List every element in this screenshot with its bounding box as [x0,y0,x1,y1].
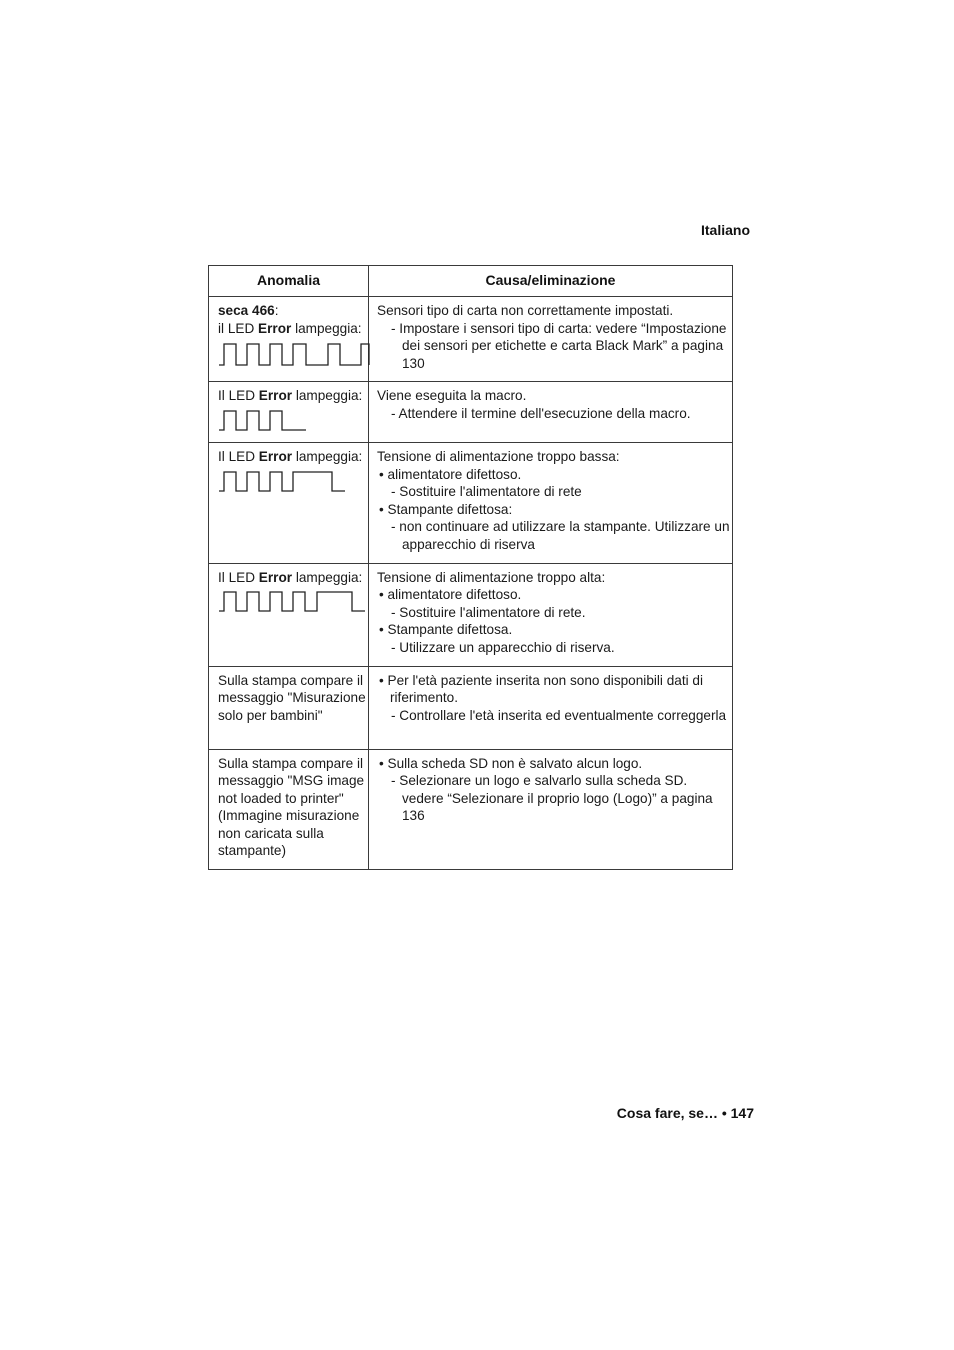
led-suffix: lampeggia: [292,448,363,464]
language-label: Italiano [700,222,750,238]
cause-cell [369,749,733,870]
cause-cell [369,563,733,666]
model-name: seca 466 [218,303,275,318]
column-header-anomaly: Anomalia [209,266,369,297]
anomaly-cell [209,382,369,443]
cause-bullet: • alimentatore difettoso. [379,587,522,603]
led-name: Error [258,388,293,404]
table-row [209,749,733,870]
cause-cell [369,297,733,382]
page-footer: Cosa fare, se… • 147 [616,1105,754,1121]
table-header-row [209,266,733,297]
cause-cell [369,442,733,563]
cause-text: Sensori tipo di carta non correttamente impostati. [377,303,674,318]
troubleshooting-table [208,265,733,870]
anomaly-cell [209,563,369,666]
led-prefix: Il LED [218,569,259,585]
cause-step: - Selezionare un logo e salvarlo sulla scheda SD. vedere “Selezionare il proprio logo (Logo)” a pagina 136 [391,773,713,824]
led-name: Error [258,448,293,464]
anomaly-cell [209,442,369,563]
model-colon: : [274,303,279,318]
cause-bullet: • Stampante difettosa. [379,622,513,638]
led-prefix: Il LED [218,388,259,404]
anomaly-message: Sulla stampa compare il messaggio "MSG image not loaded to printer" (Immagine misurazione non caricata sulla stampante) [218,755,365,859]
cause-bullet: • Sulla scheda SD non è salvato alcun logo. [379,755,643,771]
cause-step: - Sostituire l'alimentatore di rete [391,484,582,500]
cause-step: - Utilizzare un apparecchio di riserva. [391,639,615,655]
led-blink-pattern-icon [218,409,308,433]
led-suffix: lampeggia: [292,388,363,404]
cause-step: - Attendere il termine dell'esecuzione della macro. [391,405,691,421]
table-row [209,666,733,749]
cause-step: - Impostare i sensori tipo di carta: vedere “Impostazione dei sensori per etichette e carta Black Mark” a pagina 130 [391,320,727,371]
table-row [209,382,733,443]
led-name: Error [258,320,292,336]
led-suffix: lampeggia: [291,320,362,336]
led-name: Error [258,569,293,585]
cause-step: - non continuare ad utilizzare la stampante. Utilizzare un apparecchio di riserva [391,519,730,552]
cause-bullet: • Per l'età paziente inserita non sono disponibili dati di riferimento. [379,672,703,706]
cause-text: Tensione di alimentazione troppo alta: [377,569,606,585]
column-header-cause: Causa/eliminazione [369,266,733,297]
table-row [209,442,733,563]
led-blink-pattern-icon [218,470,346,494]
cause-bullet: • alimentatore difettoso. [379,466,522,482]
anomaly-cell [209,297,369,382]
cause-bullet: • Stampante difettosa: [379,501,513,517]
cause-step: - Sostituire l'alimentatore di rete. [391,604,586,620]
cause-text: Tensione di alimentazione troppo bassa: [377,448,620,464]
led-blink-pattern-icon [218,590,366,614]
anomaly-cell [209,666,369,749]
cause-cell [369,382,733,443]
table-row [209,563,733,666]
led-blink-pattern-icon [218,341,370,367]
cause-text: Viene eseguita la macro. [377,388,527,404]
led-prefix: il LED [218,320,259,336]
led-prefix: Il LED [218,448,259,464]
anomaly-cell [209,749,369,870]
cause-step: - Controllare l'età inserita ed eventualmente correggerla [391,707,727,723]
led-suffix: lampeggia: [292,569,363,585]
cause-cell [369,666,733,749]
anomaly-message: Sulla stampa compare il messaggio "Misurazione solo per bambini" [218,672,366,723]
table-row [209,297,733,382]
